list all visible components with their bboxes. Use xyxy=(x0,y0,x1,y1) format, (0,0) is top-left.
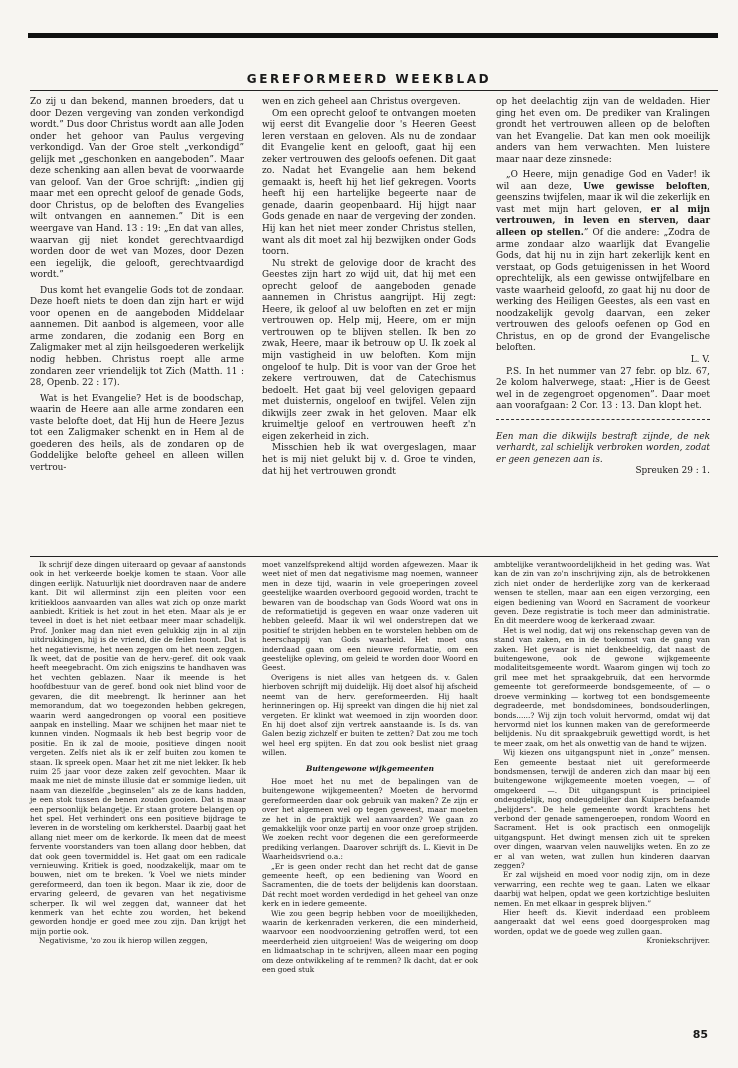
paragraph: Wie zou geen begrip hebben voor de moeilijkheden, waarin de kerkenraden verkeren, die een minderheid, waarvoor een noodvoorziening getroffen werd, tot een meerderheid zien uitgroeien! Was de weigering om doop en lidmaatschap in te schrijven, alleen maar een poging om deze ontwikkeling af te remmen? Ik dacht, dat er ook een goed stuk xyxy=(262,908,478,975)
paragraph: Wij kiezen ons uitgangspunt niet in „onze” mensen. Een gemeente bestaat niet uit gereformeerde bondsmensen, terwijl de anderen zich dan maar bij een buitengewone wijkgemeente moeten voegen, — of omgekeerd —. Dit uitgangspunt is principieel ondeugdelijk, nog ondeugdelijker dan Kuipers befaamde „belijders”. De hele gemeente wordt krachtens het verbond der genade samengeroepen, rondom Woord en Sacrament. Het is ook practisch een onmogelijk uitgangspunt. Het dwingt mensen zich uit te spreken over dingen, waarvan velen nauwelijks weten. En zo ze er al van weten, wat zullen hun kinderen daarvan zeggen? xyxy=(494,748,710,870)
proverb-reference: Spreuken 29 : 1. xyxy=(635,466,710,477)
paragraph: Hoe moet het nu met de bepalingen van de buitengewone wijkgemeenten? Moeten de hervormd gereformeerden daar ook gebruik van maken? Ze zijn er over het algemeen wel op tegen geweest, maar moeten ze het in de praktijk wel aanvaarden? We gaan zo gemakkelijk voor onze partij en voor onze groep strijden. We zoeken recht voor degenen die een gereformeerde prediking verlangen. Daarover schrijft ds. L. Kievit in De Waarheidsvriend o.a.: xyxy=(262,776,478,862)
postscript: P.S. In het nummer van 27 febr. op blz. 67, 2e kolom halverwege, staat: „Hier is de Geest wel in de zegengroet opgenomen”. Daar moet aan voorafgaan: 2 Cor. 13 : 13. Dan klopt het. xyxy=(496,366,710,412)
paragraph: Hier heeft ds. Kievit inderdaad een probleem aangeraakt dat wel eens goed doorgesproken mag worden, opdat we de goede weg zullen gaan. xyxy=(494,908,710,936)
page-number: 85 xyxy=(692,1028,708,1041)
section-heading: Buitengewone wijkgemeenten xyxy=(305,763,435,773)
paragraph: Ik schrijf deze dingen uiteraard op gevaar af aanstonds ook in het verkeerde boekje komen te staan. Voor alle dingen eerlijk. Natuurlijk niet doordraven naar de andere kant. Dit wil allerminst zijn een pleiten voor een kritiekloos aanvaarden van alles wat zich op onze markt aanbiedt. Kritiek is het zout in het eten. Maar als je er teveel in doet is het niet eetbaar meer maar schadelijk. Prof. Jonker mag dan niet even gelukkig zijn in al zijn uitdrukkingen, hij is de vriend, die de feilen toont. Dat is het negatievisme, het neen zeggen om het neen zeggen. Ik weet, dat de positie van de herv.-geref. dit ook vaak heeft meegebracht. Om zich enigszins te handhaven was het vechten geblazen. Naar ik meende is het hoofdbestuur van de geref. bond ook niet blind voor de gevaren, die dit meebrengt. Ik herinner aan het memorandum, dat wo toegezonden hebben gekregen, waarin werd aangedrongen op vooral een positieve aanpak en instelling. Maar we schijnen het maar niet te kunnen vinden. Nogmaals ik heb best begrip voor de positie. En ik zal de mooie, positieve dingen nooit vergeten. Zelfs niet als ik er zelf buiten zou komen te staan. Ik spreek open. Maar het zit me niet lekker. Ik heb ruim 25 jaar voor deze zaken zelf gevochten. Maar ik maak me niet de minste illusie dat er sommige lieden, uit naam van diezelfde „beginselen” als ze de kans hadden, je een stok tussen de benen zouden gooien. Dat is maar een persoonlijk belangetje. Er staan grotere belangen op het spel. Het verhindert ons een positieve bijdrage te leveren in de worsteling om kerkherstel. Daarbij gaat het allang niet meer om de kerkorde. Ik meen dat de meest fervente voorstanders van toen allang door hebben, dat dat ook geen tovermiddel is. Het gaat om een radicale vernieuwing. Kritiek is goed, noodzakelijk, maar om te bouwen, niet om te breken. 'k Voel we niets minder gereformeerd, dan toen ik begon. Maar ik zie, door de ervaring geleerd, de gevaren van het negativisme scherper. Ik wil wel zeggen dat, wanneer dat het kenmerk van het echte zou worden, het bekend geworden hondje er goed mee zou zijn. Dan krijgt het mijn portie ook. xyxy=(30,560,246,936)
paragraph: moet vanzelfsprekend altijd worden afgewezen. Maar ik weet niet of men dat negativisme mag noemen, wanneer men in deze tijd, waarin in vele groeperingen zoveel geestelijke waarden overboord gegooid worden, tracht te bewaren van de boodschap van Gods Woord wat ons in de reformatietijd is gegeven en waar onze vaderen uit hebben geleefd. Maar ik wil wel onderstrepen dat we positief te strijden hebben en te worstelen hebben om de heerschappij van Gods waarheid. Het moet ons inderdaad gaan om een nieuwe reformatie, om een geestelijke opleving, om geleid te worden door Woord en Geest. xyxy=(262,560,478,673)
paragraph: wen en zich geheel aan Christus overgeven. xyxy=(262,97,461,107)
chronicle-article xyxy=(30,560,710,1020)
top-article xyxy=(30,97,710,552)
bottom-column-3 xyxy=(494,560,710,946)
paragraph: Wat is het Evangelie? Het is de boodschap, waarin de Heere aan alle arme zondaren een vaste belofte doet, dat Hij hun de Heere Jezus tot een Zaligmaker schenkt en in Hem al de goederen des heils, als de zondaren op de Goddelijke belofte geheel en alleen willen vertrou- xyxy=(30,393,244,473)
dashed-separator xyxy=(496,419,710,420)
paragraph: Dus komt het evangelie Gods tot de zondaar. Deze hoeft niets te doen dan zijn hart er wijd voor openen en de aangeboden Middelaar aannemen. Dit aanbod is algemeen, voor alle arme zondaren, die zodanig een Borg en Zaligmaker met al zijn heilsgoederen werkelijk nodig hebben. Christus roept alle arme zondaren zeer vriendelijk tot Zich (Matth. 11 : 28, Openb. 22 : 17). xyxy=(30,285,244,389)
bottom-column-2 xyxy=(262,560,478,974)
quoted-passage: „O Heere, mijn genadige God en Vader! ik wil aan deze, Uwe gewisse beloften, geenszins twijfelen, maar ik wil die zekerlijk en vast met mijn hart geloven, er al mijn vertrouwen, in leven en sterven, daar alleen op stellen.” Of die andere: „Zodra de arme zondaar alzo waarlijk dat Evangelie Gods, dat hij nu in zijn hart zekerlijk kent en verstaat, op Gods getuigenissen in het Woord oprechtelijk, als een gewisse ontwijfelbare en vaste waarheid geloofd, zo gaat hij nu door de werking des Heiligen Geestes, als een vast en noodzakelijk gevolg daarvan, een zeker vertrouwen des geloofs oefenen op God en Christus, en op de grond der Evangelische beloften. xyxy=(496,170,710,354)
paragraph: Misschien heb ik wat overgeslagen, maar het is mij niet gelukt bij v. d. Groe te vinden, dat hij het vertrouwen grondt xyxy=(262,443,476,477)
paragraph: Zo zij u dan bekend, mannen broeders, dat u door Dezen vergeving van zonden verkondigd wordt.” Dus door Christus wordt aan alle Joden onder het gehoor van Paulus vergeving verkondigd. Van der Groe stelt „verkondigd” gelijk met „geschonken en aangeboden”. Maar deze schenking aan allen bevat de voorwaarde van geloof. Van der Groe schrijft: „indien gij maar met een oprecht geloof de genade Gods, door Christus, op de beloften des Evangelies wilt ontvangen en aannemen.” Dit is een weergave van Hand. 13 : 19: „En dat van alles, waarvan gij niet kondet gerechtvaardigd worden door de wet van Mozes, door Dezen een iegelijk, die gelooft, gerechtvaardigd wordt.” xyxy=(30,97,245,281)
paragraph: Negativisme, 'zo zou ik hierop willen zeggen, xyxy=(39,936,208,946)
masthead: GEREFORMEERD WEEKBLAD xyxy=(246,72,492,86)
paragraph: Om een oprecht geloof te ontvangen moeten wij eerst dit Evangelie door 's Heeren Geest leren verstaan en geloven. Als nu de zondaar dit Evangelie kent en gelooft, gaat hij een zeker vertrouwen des geloofs oefenen. Dit gaat zo. Nadat het Evangelie aan hem bekend gemaakt is, heeft hij het lief gekregen. Voorts heeft hij een hartelijke begeerte naar de genade, daarin geopenbaard. Hij hijgt naar Gods genade en naar de vergeving der zonden. Hij kan het niet meer zonder Christus stellen, want als dit moet zal hij bezwijken onder Gods toorn. xyxy=(262,108,476,258)
masthead-rule xyxy=(30,90,718,91)
top-column-2 xyxy=(262,97,476,478)
paragraph: Nu strekt de gelovige door de kracht des Geestes zijn hart zo wijd uit, dat hij met een oprecht geloof de aangeboden genade aannemen in Christus aangrijpt. Hij zegt: Heere, ik geloof al uw beloften en zet er mijn vertrouwen op. Help mij, Heere, om er mijn vertrouwen op te blijven stellen. Ik ben zo zwak, Heere, maar ik betrouw op U. Ik zoek al mijn vastigheid in uw beloften. Kom mijn ongeloof te hulp. Dit is voor van der Groe het zekere vertrouwen, dat de Catechismus bedoelt. Het gaat bij veel gelovigen gepaard met duisternis, ongeloof en twijfel. Velen zijn dikwijls zeer zwak in het geloven. Maar elk kruimeltje geloof en vertrouwen heeft z'n eigen zekerheid in zich. xyxy=(262,258,476,442)
top-column-3 xyxy=(496,97,710,478)
top-column-1 xyxy=(30,97,244,475)
paragraph: Overigens is niet alles van hetgeen ds. v. Galen hierboven schrijft mij duidelijk. Hij doet alsof hij afscheid neemt van de herv. gereformeerden. Hij haalt herinneringen op. Hij spreekt van dingen die hij niet zal vergeten. Er klinkt wat weemoed in zijn woorden door. En hij doet alsof zijn vertrek aanstaande is. Is ds. van Galen bezig zichzelf er buiten te zetten? Dat zou me toch wel heel erg spijten. En dat zou ook beslist niet graag willen. xyxy=(262,672,478,758)
top-rule xyxy=(28,33,718,38)
paragraph: ambtelijke verantwoordelijkheid in het geding was. Wat kan de zin van zo'n inschrijving zijn, als de betrokkenen zich niet onder de herderlijke zorg van de kerkeraad wensen te stellen, maar aan een eigen verzorging, een eigen bediening van Woord en Sacrament de voorkeur geven. Deze registratie is toch meer dan administratie. En dit meerdere woog de kerkeraad zwaar. xyxy=(494,560,710,626)
author-initials: L. V. xyxy=(690,355,710,366)
section-rule xyxy=(30,556,718,557)
proverb-quote: Een man die dikwijls bestraft zijnde, de nek verhardt, zal schielijk verbroken worden, zodat er geen genezen aan is. xyxy=(496,431,710,465)
bottom-column-1 xyxy=(30,560,246,946)
paragraph: op het deelachtig zijn van de weldaden. Hier ging het even om. De prediker van Kralingen grondt het vertrouwen alleen op de beloften van het Evangelie. Dat kan men ook moeilijk anders van hem verwachten. Men luistere maar naar deze zinsnede: xyxy=(496,97,710,165)
signature: Kroniekschrijver. xyxy=(646,936,710,946)
paragraph: „Er is geen onder recht dan het recht dat de ganse gemeente heeft, op een bediening van Woord en Sacramenten, die de toets der belijdenis kan doorstaan. Dát recht moet worden verdedigd in het geheel van onze kerk en in iedere gemeente. xyxy=(262,861,478,909)
paragraph: Het is wel nodig, dat wij ons rekenschap geven van de stand van zaken, en in de toekomst van de gang van zaken. Het gevaar is niet denkbeeldig, dat naast de buitengewone, ook de gewone wijkgemeente modaliteitsgemeente wordt. Waarom gingen wij toch zo gril mee met het spraakgebruik, dat een hervormde gemeente tot gereformeerde bondsgemeente, of — o droeve verminking — kortweg tot een bondsgemeente degradeerde, met bondsdominees, bondsouderlingen, bonds......? Wij zijn toch voluit hervormd, omdat wij dat hervormd niet los kunnen maken van de gereformeerde belijdenis. Nu dit spraakgebruik gewettigd wordt, is het te meer zaak, om het als onwettig van de hand te wijzen. xyxy=(494,625,710,748)
paragraph: Er zal wijsheid en moed voor nodig zijn, om in deze verwarring, een rechte weg te gaan. Laten we elkaar daarbij wat helpen, opdat we geen kortzichtige besluiten nemen. En met elkaar in gesprek blijven.” xyxy=(494,870,710,908)
